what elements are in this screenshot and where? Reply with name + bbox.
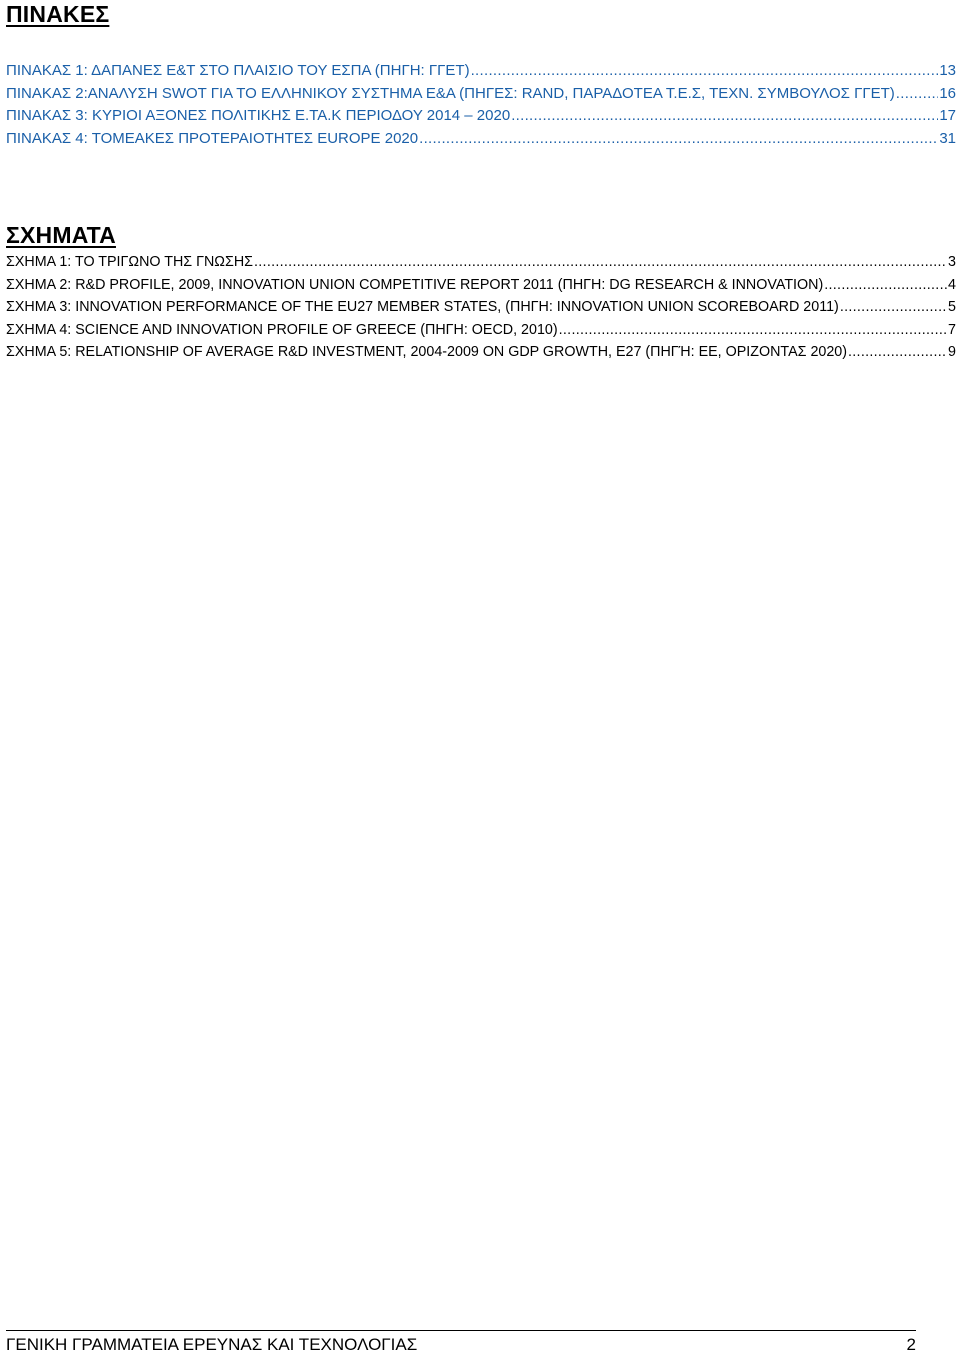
dot-leader — [896, 83, 939, 106]
toc-entry-page: 31 — [939, 129, 956, 147]
toc-entry-title: ΣΧΗΜΑ 5: RELATIONSHIP OF AVERAGE R&D INVESTMENT, 2004-2009 ON GDP GROWTH, E27 (ΠΗΓΉ: ΕΕ, ΟΡΙΖΟΝΤΑΣ 2020) — [6, 344, 848, 360]
toc-entry-page: 17 — [939, 107, 956, 124]
figures-heading: ΣΧΗΜΑΤΑ — [6, 222, 116, 248]
toc-entry-title: ΣΧΗΜΑ 2: R&D PROFILE, 2009, INNOVATION UNION COMPETITIVE REPORT 2011 (ΠΗΓΗ: DG RESEARCH & INNOVATION) — [6, 276, 824, 293]
toc-entry-title: ΠΙΝΑΚΑΣ 4: ΤΟΜΕΑΚΕΣ ΠΡΟΤΕΡΑΙΟΤΗΤΕΣ EUROPE 2020 — [6, 129, 419, 147]
toc-entry-figure-5[interactable] — [6, 341, 956, 364]
dot-leader — [824, 274, 947, 297]
toc-entry-page: 9 — [948, 344, 956, 360]
dot-leader — [419, 128, 938, 151]
toc-entry-figure-1[interactable] — [6, 251, 956, 274]
toc-entry-title: ΠΙΝΑΚΑΣ 2:ΑΝΑΛΥΣΗ SWOT ΓΙΑ ΤΟ ΕΛΛΗΝΙΚΟΥ ΣΥΣΤΗΜΑ Ε&Α (ΠΗΓΕΣ: RAND, ΠΑΡΑΔΟΤΕΑ Τ.Ε.Σ, ΤΕΧΝ. ΣΥΜΒΟΥΛΟΣ ΓΓΕΤ) — [6, 84, 895, 102]
toc-entry-title: ΠΙΝΑΚΑΣ 3: ΚΥΡΙΟΙ ΑΞΟΝΕΣ ΠΟΛΙΤΙΚΗΣ Ε.ΤΑ.Κ ΠΕΡΙΟΔΟΥ 2014 – 2020 — [6, 107, 511, 124]
tables-toc-list — [6, 60, 956, 150]
toc-entry-page: 4 — [948, 276, 956, 293]
toc-entry-title: ΣΧΗΜΑ 1: ΤΟ ΤΡΙΓΩΝΟ ΤΗΣ ΓΝΩΣΗΣ — [6, 254, 253, 270]
toc-entry-page: 5 — [948, 299, 956, 315]
page-footer — [6, 1330, 916, 1355]
toc-entry-figure-3[interactable] — [6, 296, 956, 319]
dot-leader — [840, 296, 947, 319]
toc-entry-page: 16 — [939, 84, 956, 102]
toc-entry-table-2[interactable] — [6, 83, 956, 106]
dot-leader — [254, 251, 947, 274]
toc-entry-title: ΣΧΗΜΑ 3: INNOVATION PERFORMANCE OF THE EU27 MEMBER STATES, (ΠΗΓΗ: INNOVATION UNION SCOREBOARD 2011) — [6, 299, 839, 315]
toc-entry-figure-2[interactable] — [6, 274, 956, 297]
toc-entry-page: 7 — [948, 321, 956, 338]
toc-entry-table-4[interactable] — [6, 128, 956, 151]
footer-organization: ΓΕΝΙΚΗ ΓΡΑΜΜΑΤΕΙΑ ΕΡΕΥΝΑΣ ΚΑΙ ΤΕΧΝΟΛΟΓΙΑΣ — [6, 1335, 418, 1354]
toc-entry-page: 13 — [939, 62, 956, 79]
toc-entry-page: 3 — [948, 254, 956, 270]
footer-page-number: 2 — [906, 1335, 916, 1354]
toc-entry-figure-4[interactable] — [6, 319, 956, 342]
toc-entry-title: ΣΧΗΜΑ 4: SCIENCE AND INNOVATION PROFILE OF GREECE (ΠΗΓΗ: OECD, 2010) — [6, 321, 558, 338]
dot-leader — [848, 341, 947, 364]
toc-entry-table-3[interactable] — [6, 105, 956, 128]
dot-leader — [511, 105, 938, 128]
dot-leader — [471, 60, 939, 83]
toc-entry-title: ΠΙΝΑΚΑΣ 1: ΔΑΠΑΝΕΣ Ε&Τ ΣΤΟ ΠΛΑΙΣΙΟ ΤΟΥ ΕΣΠΑ (ΠΗΓΗ: ΓΓΕΤ) — [6, 62, 470, 79]
toc-entry-table-1[interactable] — [6, 60, 956, 83]
dot-leader — [559, 319, 947, 342]
tables-heading: ΠΙΝΑΚΕΣ — [6, 1, 110, 27]
figures-toc-list — [6, 251, 956, 364]
